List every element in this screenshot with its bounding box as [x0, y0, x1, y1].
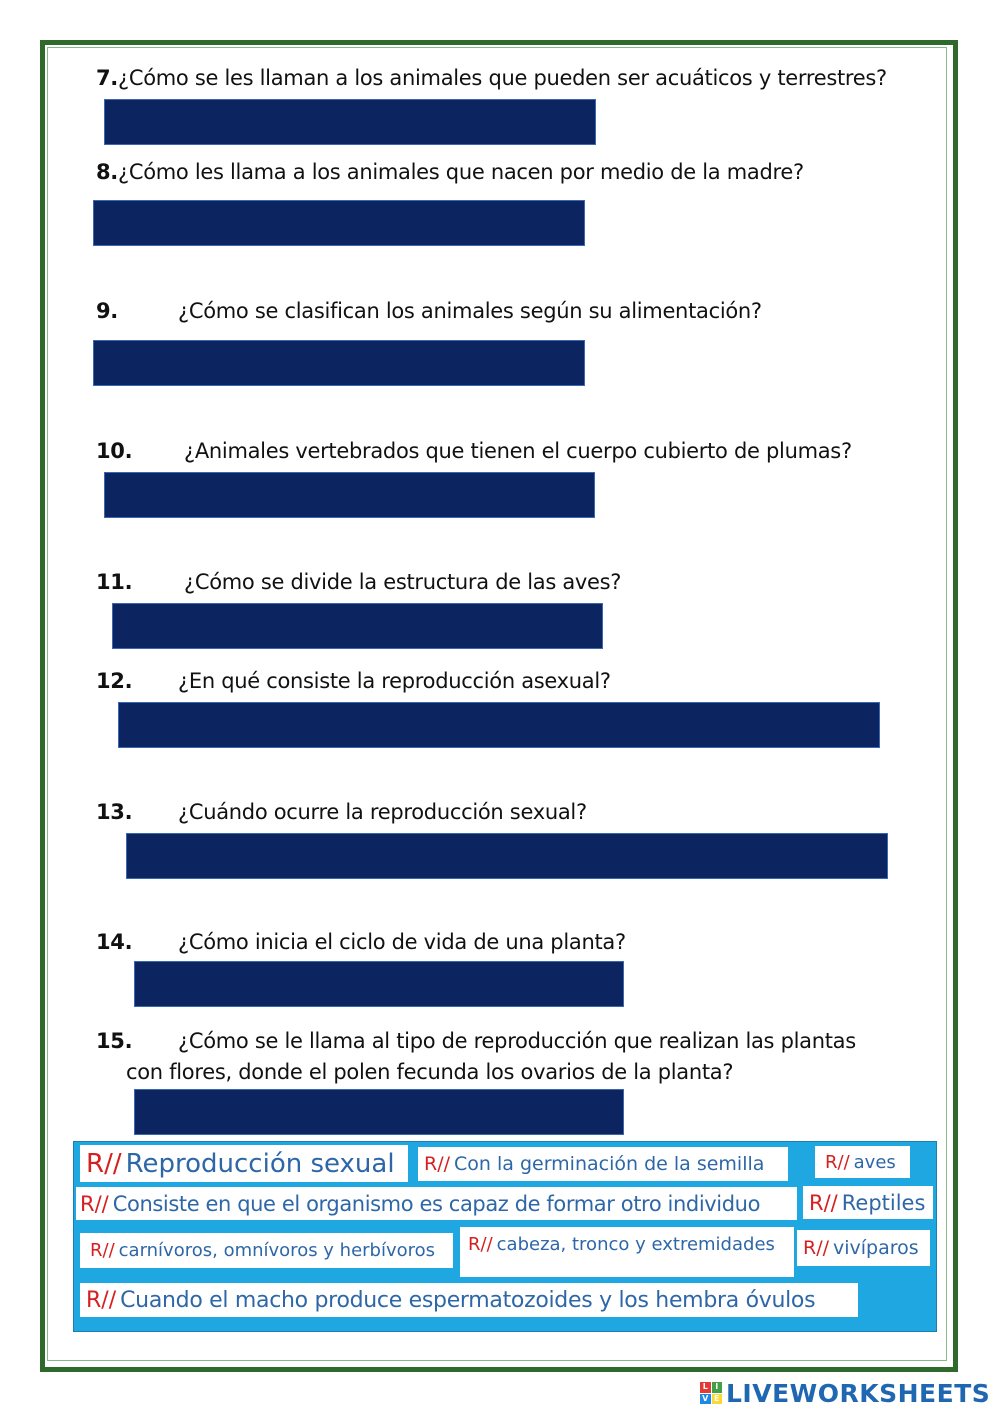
- question-number: 12.: [96, 669, 133, 693]
- logo-icon-letter: V: [700, 1394, 711, 1405]
- answer-prefix: R//: [80, 1191, 109, 1216]
- answer-prefix: R//: [86, 1287, 117, 1313]
- answer-text: Reproducción sexual: [125, 1148, 395, 1179]
- answer-chip-organismo[interactable]: [76, 1187, 797, 1220]
- answer-chip-aves[interactable]: [815, 1146, 910, 1178]
- question-9: [96, 299, 896, 323]
- question-15-line-2: con flores, donde el polen fecunda los ovarios de la planta?: [126, 1060, 734, 1084]
- liveworksheets-logo: [700, 1378, 990, 1408]
- question-text: ¿Cómo se les llaman a los animales que pueden ser acuáticos y terrestres?: [118, 66, 887, 90]
- logo-icon-letter: I: [712, 1382, 723, 1393]
- question-text: ¿Cómo inicia el ciclo de vida de una planta?: [178, 930, 626, 954]
- answer-prefix: R//: [424, 1153, 451, 1175]
- answer-box-7[interactable]: [104, 99, 596, 145]
- answer-chip-reptiles[interactable]: [803, 1186, 933, 1219]
- question-text: ¿Cómo se divide la estructura de las aves?: [184, 570, 622, 594]
- question-text: ¿Cómo se le llama al tipo de reproducción que realizan las plantas: [178, 1029, 856, 1053]
- question-number: 7.: [96, 66, 118, 90]
- answer-chip-viviparos[interactable]: [797, 1230, 930, 1266]
- question-text: ¿Cómo se clasifican los animales según su alimentación?: [178, 299, 762, 323]
- answer-chip-estructura[interactable]: [460, 1227, 794, 1277]
- answer-box-14[interactable]: [134, 961, 624, 1007]
- logo-icon-letter: E: [712, 1394, 723, 1405]
- question-text: ¿Cómo les llama a los animales que nacen por medio de la madre?: [118, 160, 804, 184]
- question-text: ¿Cuándo ocurre la reproducción sexual?: [178, 800, 587, 824]
- answer-prefix: R//: [468, 1234, 493, 1255]
- answer-text: Reptiles: [841, 1190, 926, 1215]
- answer-chip-alimentacion[interactable]: [80, 1233, 453, 1268]
- question-12: [96, 669, 896, 693]
- answer-box-9[interactable]: [93, 340, 585, 386]
- question-number: 11.: [96, 570, 133, 594]
- question-10: [96, 439, 916, 463]
- question-number: 14.: [96, 930, 133, 954]
- logo-icon-letter: L: [700, 1382, 711, 1393]
- answer-text: carnívoros, omnívoros y herbívoros: [118, 1240, 436, 1261]
- answer-text: Consiste en que el organismo es capaz de formar otro individuo: [112, 1191, 761, 1216]
- answer-prefix: R//: [86, 1148, 122, 1179]
- question-text: ¿Animales vertebrados que tienen el cuerpo cubierto de plumas?: [184, 439, 852, 463]
- answer-text: Cuando el macho produce espermatozoides y los hembra óvulos: [120, 1287, 816, 1313]
- answer-chip-reproduccion-sexual[interactable]: [80, 1145, 408, 1182]
- answer-box-8[interactable]: [93, 200, 585, 246]
- question-number: 15.: [96, 1029, 133, 1053]
- answer-box-11[interactable]: [112, 603, 603, 649]
- question-number: 8.: [96, 160, 118, 184]
- answer-box-12[interactable]: [118, 702, 880, 748]
- answer-chip-germinacion[interactable]: [418, 1147, 788, 1181]
- answer-text: aves: [853, 1151, 896, 1173]
- answer-prefix: R//: [825, 1151, 850, 1173]
- question-number: 9.: [96, 299, 118, 323]
- liveworksheets-logo-icon: [700, 1382, 722, 1404]
- answer-box-13[interactable]: [126, 833, 888, 879]
- question-number: 10.: [96, 439, 133, 463]
- question-14: [96, 930, 896, 954]
- liveworksheets-logo-text: LIVEWORKSHEETS: [726, 1378, 991, 1408]
- answer-box-10[interactable]: [104, 472, 595, 518]
- answer-prefix: R//: [90, 1240, 115, 1261]
- question-11: [96, 570, 896, 594]
- answer-chip-macho-hembra[interactable]: [80, 1283, 858, 1317]
- answer-prefix: R//: [809, 1190, 838, 1215]
- answer-text: vivíparos: [833, 1237, 919, 1259]
- answer-text: Con la germinación de la semilla: [454, 1153, 765, 1175]
- answer-box-15[interactable]: [134, 1089, 624, 1135]
- answer-prefix: R//: [803, 1237, 830, 1259]
- answer-text: cabeza, tronco y extremidades: [496, 1234, 775, 1255]
- question-7: [96, 66, 887, 90]
- question-13: [96, 800, 896, 824]
- question-15: [96, 1029, 926, 1053]
- question-number: 13.: [96, 800, 133, 824]
- question-text: ¿En qué consiste la reproducción asexual?: [178, 669, 611, 693]
- question-8: [96, 160, 804, 184]
